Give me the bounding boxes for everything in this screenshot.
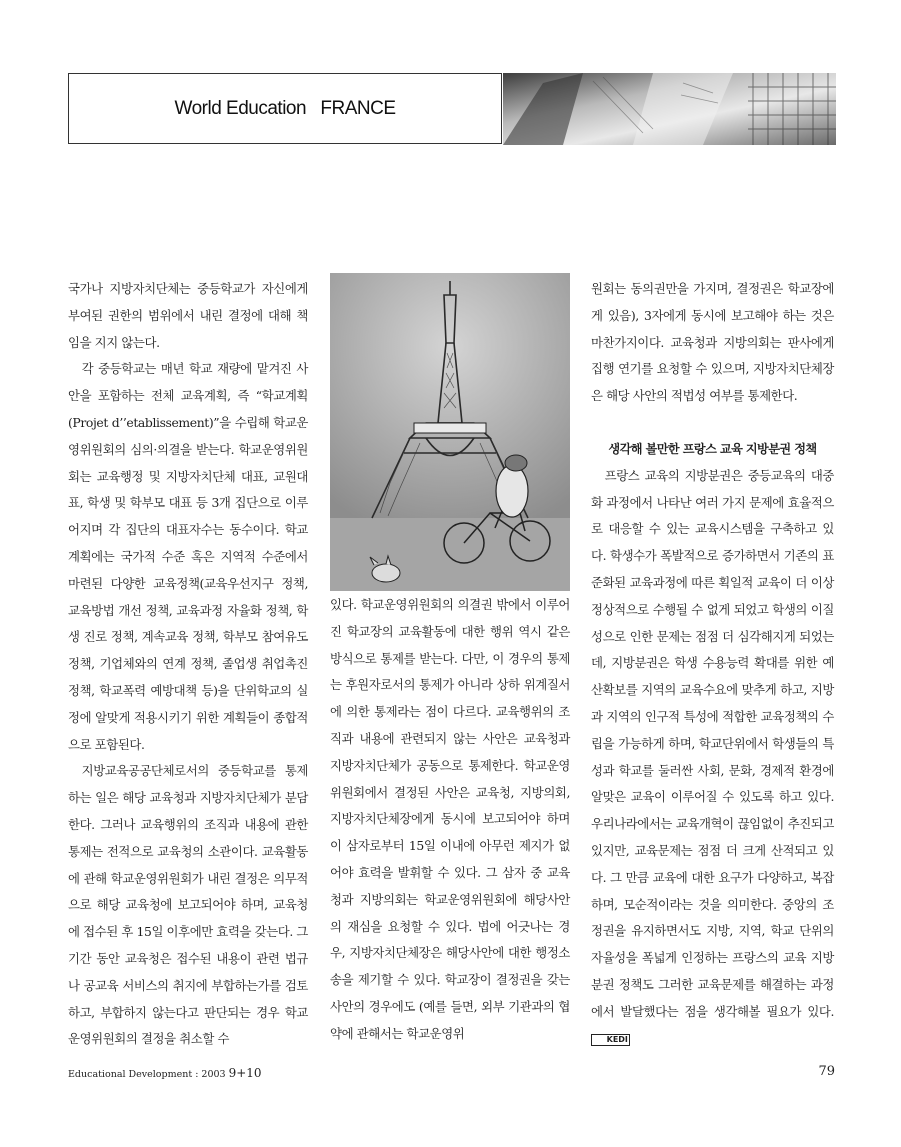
col1-paragraph-2: 각 중등학교는 매년 학교 재량에 맡겨진 사안을 포함하는 전체 교육계획, 즉 “학교계획(Projet d’’etablissement)”을 수립해 학교운영위원회의 심의·의결을 받는다. 학교운영위원회는 교육행정 및 지방자치단체 대표, 교원대표, 학생 및 학부모 대표 등 3개 집단으로 이루어지며 각 집단의 대표자수는 동수이다. 학교계획에는 국가적 수준 혹은 지역적 수준에서 마련된 다양한 교육정책(교육우선지구 정책, 교육방법 개선 정책, 교육과정 자율화 정책, 학생 진로 정책, 계속교육 정책, 학부모 참여유도 정책, 기업체와의 연계 정책, 졸업생 취업촉진 정책, 학교폭력 예방대책 등)을 단위학교의 실정에 알맞게 적용시키기 위한 계획들이 종합적으로 포함된다. [68,361,308,752]
abstract-photo-icon [503,73,836,145]
col1-paragraph-3: 지방교육공공단체로서의 중등학교를 통제하는 일은 해당 교육청과 지방자치단체가 분담한다. 그러나 교육행위의 조직과 내용에 관한 통제는 전적으로 교육청의 소관이다. 교육활동에 관해 학교운영위원회가 내린 결정은 의무적으로 해당 교육청에 보고되어야 하며, 교육청에 접수된 후 15일 이후에만 효력을 갖는다. 그 기간 동안 교육청은 접수된 내용이 관련 법규나 공교육 서비스의 취지에 부합하는가를 검토하고, 부합하지 않는다고 판단되는 경우 학교운영위원회의 결정을 취소할 수 [68,763,308,1047]
column-2 [330,592,570,1048]
page-header-title: World Education FRANCE [174,97,396,119]
col1-paragraph-1: 국가나 지방자치단체는 중등학교가 자신에게 부여된 권한의 범위에서 내린 결정에 대해 책임을 지지 않는다. [68,281,308,350]
page-number: 79 [818,1064,835,1079]
col3-paragraph-1: 원회는 동의권만을 가지며, 결정권은 학교장에게 있음), 3자에게 동시에 보고해야 하는 것은 마찬가지이다. 교육청과 지방의회는 판사에게 집행 연기를 요청할 수 있으며, 지방자치단체장은 해당 사안의 적법성 여부를 통제한다. [591,281,834,404]
journal-name: Educational Development : 2003 [68,1069,229,1080]
kedi-end-mark: KEDI [591,1034,630,1046]
column-3 [591,276,834,1052]
section-subheading: 생각해 볼만한 프랑스 교육 지방분권 정책 [608,441,817,456]
issue-number: 9+10 [228,1066,262,1080]
header-photo-graphic [503,73,836,145]
journal-footer [68,1066,262,1080]
illustration-graphic [330,273,570,591]
column-1 [68,276,308,1053]
col3-paragraph-2 [591,463,834,1053]
col3-paragraph-2-text: 프랑스 교육의 지방분권은 중등교육의 대중화 과정에서 나타난 여러 가지 문제에 효율적으로 대응할 수 있는 교육시스템을 구축하고 있다. 학생수가 폭발적으로 증가하면서 기존의 표준화된 교육과정에 따른 획일적 교육이 더 이상 정상적으로 수행될 수 없게 되었고 학생의 이질성으로 인한 문제는 점점 더 심각해지게 되었는데, 지방분권은 학생 수용능력 확대를 위한 예산확보를 지역의 교육수요에 맞추게 하고, 지방과 지역의 인구적 특성에 적합한 교육정책의 수립을 가능하게 하며, 학교단위에서 학생들의 특성과 학교를 둘러싼 사회, 문화, 경제적 환경에 알맞은 교육이 이루어질 수 있도록 하고 있다. 우리나라에서는 교육개혁이 끊임없이 추진되고 있지만, 교육문제는 점점 더 크게 산적되고 있다. 그 만큼 교육에 대한 요구가 다양하고, 복잡하며, 모순적이라는 것을 의미한다. 중앙의 조정권을 유지하면서도 지방, 지역, 학교 단위의 자율성을 폭넓게 인정하는 프랑스의 교육 지방분권 정책도 그러한 교육문제를 해결하는 과정에서 발달했다는 점을 생각해볼 필요가 있다. [591,467,834,1019]
header-box [68,73,502,144]
eiffel-tower-cyclist-illustration [330,273,570,591]
col2-paragraph-1: 있다. 학교운영위원회의 의결권 밖에서 이루어진 학교장의 교육활동에 대한 행위 역시 같은 방식으로 통제를 받는다. 다만, 이 경우의 통제는 후원자로서의 통제가 아니라 상하 위계질서에 의한 통제라는 점이 다르다. 교육행위의 조직과 내용에 관련되지 않는 사안은 교육청과 지방자치단체가 공동으로 통제한다. 학교운영위원회에서 결정된 사안은 교육청, 지방의회, 지방자치단체장에게 동시에 보고되어야 하며 이 삼자로부터 15일 이내에 아무런 제지가 없어야 효력을 발휘할 수 있다. 그 삼자 중 교육청과 지방의회는 학교운영위원회에 해당사안의 재심을 요청할 수 있다. 법에 어긋나는 경우, 지방자치단체장은 해당사안에 대한 행정소송을 제기할 수 있다. 학교장이 결정권을 갖는 사안의 경우에도 (예를 들면, 외부 기관과의 협약에 관해서는 학교운영위 [330,597,570,1041]
